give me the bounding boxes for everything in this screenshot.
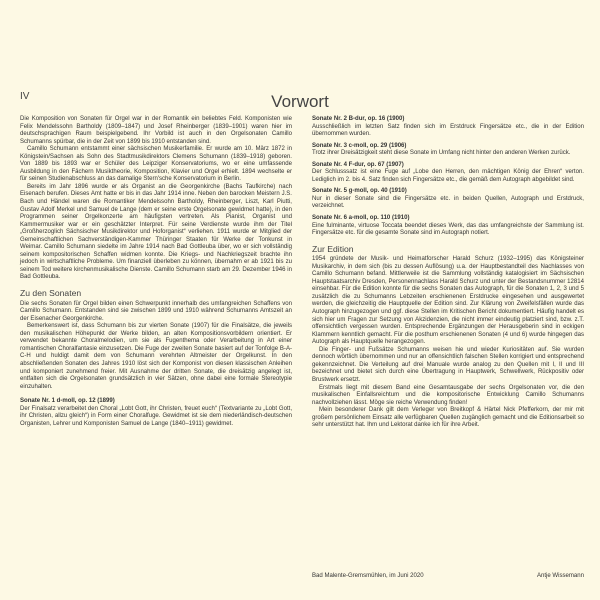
intro-paragraph-2: Camillo Schumann entstammt einer sächsischen Musikerfamilie. Er wurde am 10. März 1872 in Königstein/Sachsen als Sohn des Stadtmusikdirektors Clemens Schumann (1839–1918) geboren. Von 1889 bis 1893 war er Schüler des Leipziger Konservatoriums, wo er eine umfassende Ausbildung in den Fächern Musiktheorie, Komposition, Klavier und Orgel erhielt. 1894 wechselte er für seinen Studienabschluss an das damalige Stern'sche Konservatorium in Berlin. xyxy=(20,146,292,183)
sonaten-paragraph-1: Die sechs Sonaten für Orgel bilden einen Schwerpunkt innerhalb des umfangreichen Schaffens von Camillo Schumann. Entstanden sind sie zwischen 1899 und 1910 während Schumanns Amtszeit an der Eisenacher Georgenkirche. xyxy=(20,300,292,322)
sonata-6-heading: Sonate Nr. 6 a-moll, op. 110 (1910) xyxy=(312,215,410,222)
sonata-3-text: Trotz ihrer Dreisätzigkeit steht diese Sonate im Umfang nicht hinter den anderen Werken zurück. xyxy=(312,150,571,157)
left-column xyxy=(20,116,292,428)
sonaten-paragraph-2: Bemerkenswert ist, dass Schumann bis zur vierten Sonate (1907) für die Finalsätze, die jeweils den musikalischen Höhepunkt der Werke bilden, an alten Kompositionsvorbildern orientiert. Er verwendet bekannte Choralmelodien, um sie als Fugenthema oder Verarbeitung in Art einer romantischen Choralfantasie einzusetzen. Die Fuge der zweiten Sonate basiert auf der Tonfolge B-A-C-H und huldigt damit dem von Schumann verehrten Altmeister der Orgelkunst. In den abschließenden Sonaten des Jahres 1910 löst sich der Komponist von diesen klassischen Anleihen und komponiert zunehmend freier. Mit Ausnahme der dritten Sonate, die dreisätzig angelegt ist, entfalten sich die Orgelsonaten grundsätzlich in vier Sätzen, ohne dabei eine formale Stereotypie einzuhalten. xyxy=(20,323,292,390)
edition-paragraph-3: Erstmals liegt mit diesem Band eine Gesamtausgabe der sechs Orgelsonaten vor, die den musikalischen Einfallsreichtum und die kompositorische Entwicklung Camillo Schumanns nachvollziehen lässt. Möge sie reiche Verwendung finden! xyxy=(312,384,584,406)
section-heading-sonaten: Zu den Sonaten xyxy=(20,288,82,299)
sonata-4-heading: Sonate Nr. 4 F-dur, op. 67 (1907) xyxy=(312,161,404,168)
sonata-3-heading: Sonate Nr. 3 c-moll, op. 29 (1906) xyxy=(312,142,407,149)
sonata-1-text: Der Finalsatz verarbeitet den Choral „Lobt Gott, ihr Christen, freuet euch“ (Textvariante zu „Lobt Gott, ihr Christen, allzu gleich“) in Form einer Choralfuge. Gewidmet ist sie dem niederländisch-deutschen Organisten, Lehrer und Komponisten Samuel de Lange (1840–1911) gewidmet. xyxy=(20,405,292,427)
intro-paragraph-1: Die Komposition von Sonaten für Orgel war in der Romantik ein beliebtes Feld. Komponisten wie Felix Mendelssohn Bartholdy (1809–1847) und Josef Rheinberger (1839–1901) waren hier im deutschsprachigen Raum beispielgebend. Ihr Vorbild ist auch in den Orgelsonaten Camillo Schumanns spürbar, die in der Zeit von 1899 bis 1910 entstanden sind. xyxy=(20,116,292,145)
intro-paragraph-3: Bereits im Jahr 1896 wurde er als Organist an die Georgenkirche (Bachs Taufkirche) nach Eisenach berufen. Dieses Amt hatte er bis in das Jahr 1914 inne. Neben den barocken Meistern J.S. Bach und Händel waren die Romantiker Mendelssohn Bartholdy, Rheinberger, Liszt, Karl Piutti, Gustav Adolf Merkel und Samuel de Lange (dem er seine erste Orgelsonate gewidmet hatte), in den Programmen seiner Orgelkonzerte am häufigsten vertreten. Als Pianist, Organist und Kammermusiker war er ein geschätzter Interpret. Für seine Verdienste wurde ihm der Titel „Großherzoglich Sächsischer Musikdirektor und Hoforganist“ verliehen. 1911 wurde er Mitglied der Gemeinschaftlichen Sachverständigen-Kammer Thüringer Staaten für Werke der Tonkunst in Weimar. Camillo Schumann siedelte im Jahre 1914 nach Bad Gottleuba über, wo er sich vollständig seinem kompositorischen Schaffen widmen konnte. Die Kriegs- und Nachkriegszeit brachte ihn jedoch in wirtschaftliche Probleme. Um finanziell überleben zu können, übernahm er ab 1921 bis zu seinem Tod weitere kirchenmusikalische Dienste. Camillo Schumann starb am 29. Dezember 1946 in Bad Gottleuba. xyxy=(20,183,292,281)
sonata-2-text: Ausschließlich im letzten Satz finden sich im Erstdruck Fingersätze etc., die in der Edition übernommen wurden. xyxy=(312,123,584,138)
sonata-5-heading: Sonate Nr. 5 g-moll, op. 40 (1910) xyxy=(312,188,407,195)
sonata-5-text: Nur in dieser Sonate sind die Fingersätze etc. in beiden Quellen, Autograph und Erstdruck, verzeichnet. xyxy=(312,195,584,210)
sonata-6-text: Eine fulminante, virtuose Toccata beendet dieses Werk, das das umfangreichste der Sammlung ist. Fingersätze etc. für die gesamte Sonate sind im Autograph notiert. xyxy=(312,222,584,237)
edition-paragraph-2: Die Finger- und Fußsätze Schumanns weisen hie und wieder Kuriositäten auf. Sie wurden dennoch wörtlich übernommen und nur an offensichtlich falschen Stellen korrigiert und entsprechend gekennzeichnet. Die Verteilung auf drei Manuale wurde analog zu den Quellen mit I, II und III bezeichnet und bietet sich durch eine Übertragung in Hauptwerk, Schwellwerk, Rückpositiv oder Brustwerk ersetzt. xyxy=(312,346,584,383)
right-column xyxy=(312,116,584,430)
section-heading-edition: Zur Edition xyxy=(312,243,354,254)
place-date: Bad Malente-Gremsmühlen, im Juni 2020 xyxy=(312,573,424,579)
author-name: Antje Wissemann xyxy=(536,573,584,579)
sonata-2-heading: Sonate Nr. 2 B-dur, op. 16 (1900) xyxy=(312,116,405,122)
page-number: IV xyxy=(20,91,30,102)
edition-paragraph-4: Mein besonderer Dank gilt dem Verleger von Breitkopf & Härtel Nick Pfefferkorn, der mir mit großem persönlichem Einsatz alle verfügbaren Quellen zugänglich gemacht und die Editionsarbeit so sehr unterstützt hat. Ihm und Lektorat danke ich für ihre Arbeit. xyxy=(312,407,584,429)
sonata-4-text: Der Schlusssatz ist eine Fuge auf „Lobe den Herren, den mächtigen König der Ehren“ verton. Lediglich im 2. bis 4. Satz finden sich Fingersätze etc., die gemäß dem Autograph abgebildet sind. xyxy=(312,169,584,183)
edition-paragraph-1: 1954 gründete der Musik- und Heimatforscher Harald Schurz (1932–1995) das Königsteiner Musikarchiv, in dem sich (bis zu dessen Auflösung) u.a. der Hauptbestandteil des Nachlasses von Camillo Schumann befand. Mittlerweile ist die Sammlung vollständig katalogisiert im Sächsischen Hauptstaatsarchiv Dresden, Personennachlass Harald Schurz und unter der Bestandsnummer 12814 einsehbar. Für die Edition konnte für die sechs Sonaten das Autograph, für die Sonaten 1, 2, 3 und 5 zusätzlich die zu Schumanns Lebzeiten erschienenen Erstdrucke eingesehen und ausgewertet werden, die gleichzeitig die Hauptquelle der Edition sind. Zur Klärung von Zweifelsfällen wurde das Autograph hinzugezogen und ggf. diese Stellen im Kritischen Bericht dokumentiert. Häufig handelt es sich hier um Fragen zur Setzung von Akzidenzien, die nicht immer eindeutig platziert sind, bzw. z.T. offensichtlich vergessen wurden. Entsprechende Ergänzungen der Herausgeberin sind in eckigen Klammern kenntlich gemacht. Für die posthum erschienenen Sonaten (4 und 6) wurde hingegen das Autograph als Hauptquelle herangezogen. xyxy=(312,256,584,346)
page-title: Vorwort xyxy=(271,92,329,111)
sonata-1-heading: Sonate Nr. 1 d-moll, op. 12 (1899) xyxy=(20,398,115,405)
